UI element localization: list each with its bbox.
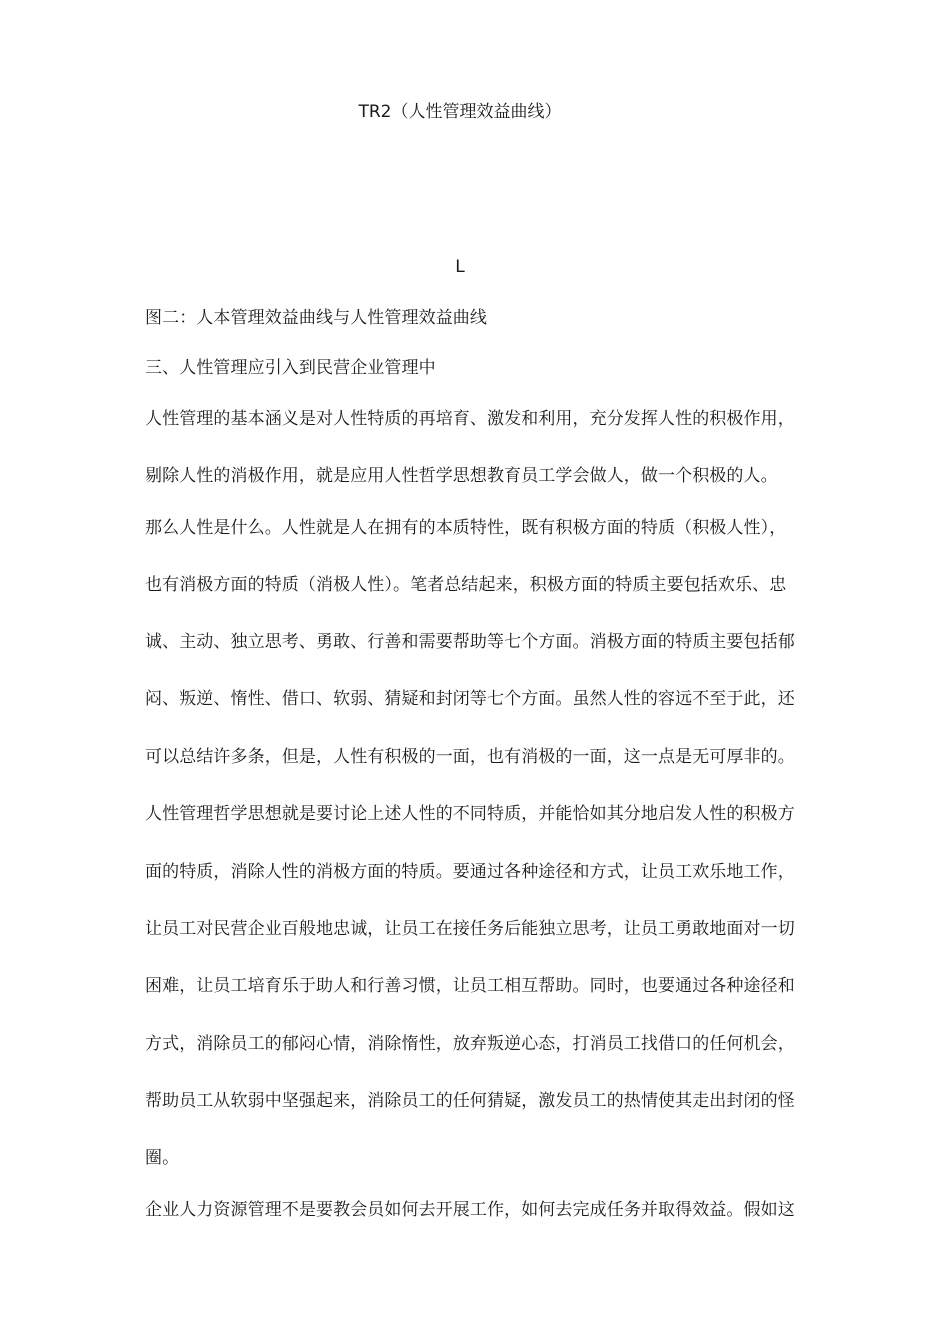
body-line: 剔除人性的消极作用，就是应用人性哲学思想教育员工学会做人，做一个积极的人。 <box>145 466 778 486</box>
body-line: 圈。 <box>145 1148 180 1168</box>
body-line: 那么人性是什么。人性就是人在拥有的本质特性，既有积极方面的特质（积极人性）， <box>145 518 787 538</box>
body-line: 让员工对民营企业百般地忠诚，让员工在接任务后能独立思考，让员工勇敢地面对一切 <box>145 919 795 939</box>
body-line: 诚、主动、独立思考、勇敢、行善和需要帮助等七个方面。消极方面的特质主要包括郁 <box>145 632 795 652</box>
body-line: 人性管理哲学思想就是要讨论上述人性的不同特质，并能恰如其分地启发人性的积极方 <box>145 804 795 824</box>
figure-caption: 图二：人本管理效益曲线与人性管理效益曲线 <box>145 308 487 328</box>
body-line: 困难，让员工培育乐于助人和行善习惯，让员工相互帮助。同时，也要通过各种途径和 <box>145 976 795 996</box>
figure-top-caption: TR2（人性管理效益曲线） <box>358 102 562 122</box>
body-line: 帮助员工从软弱中坚强起来，消除员工的任何猜疑，激发员工的热情使其走出封闭的怪 <box>145 1091 795 1111</box>
figure-axis-mark: L <box>455 257 465 277</box>
body-line: 面的特质，消除人性的消极方面的特质。要通过各种途径和方式，让员工欢乐地工作， <box>145 862 795 882</box>
section-heading: 三、人性管理应引入到民营企业管理中 <box>145 358 436 378</box>
body-line: 可以总结许多条，但是，人性有积极的一面，也有消极的一面，这一点是无可厚非的。 <box>145 747 795 767</box>
body-line: 企业人力资源管理不是要教会员如何去开展工作，如何去完成任务并取得效益。假如这 <box>145 1200 795 1220</box>
body-line: 方式，消除员工的郁闷心情，消除惰性，放弃叛逆心态，打消员工找借口的任何机会， <box>145 1034 795 1054</box>
body-line: 人性管理的基本涵义是对人性特质的再培育、激发和利用，充分发挥人性的积极作用， <box>145 409 795 429</box>
body-line: 也有消极方面的特质（消极人性）。笔者总结起来，积极方面的特质主要包括欢乐、忠 <box>145 575 787 595</box>
body-line: 闷、叛逆、惰性、借口、软弱、猜疑和封闭等七个方面。虽然人性的容远不至于此，还 <box>145 689 795 709</box>
